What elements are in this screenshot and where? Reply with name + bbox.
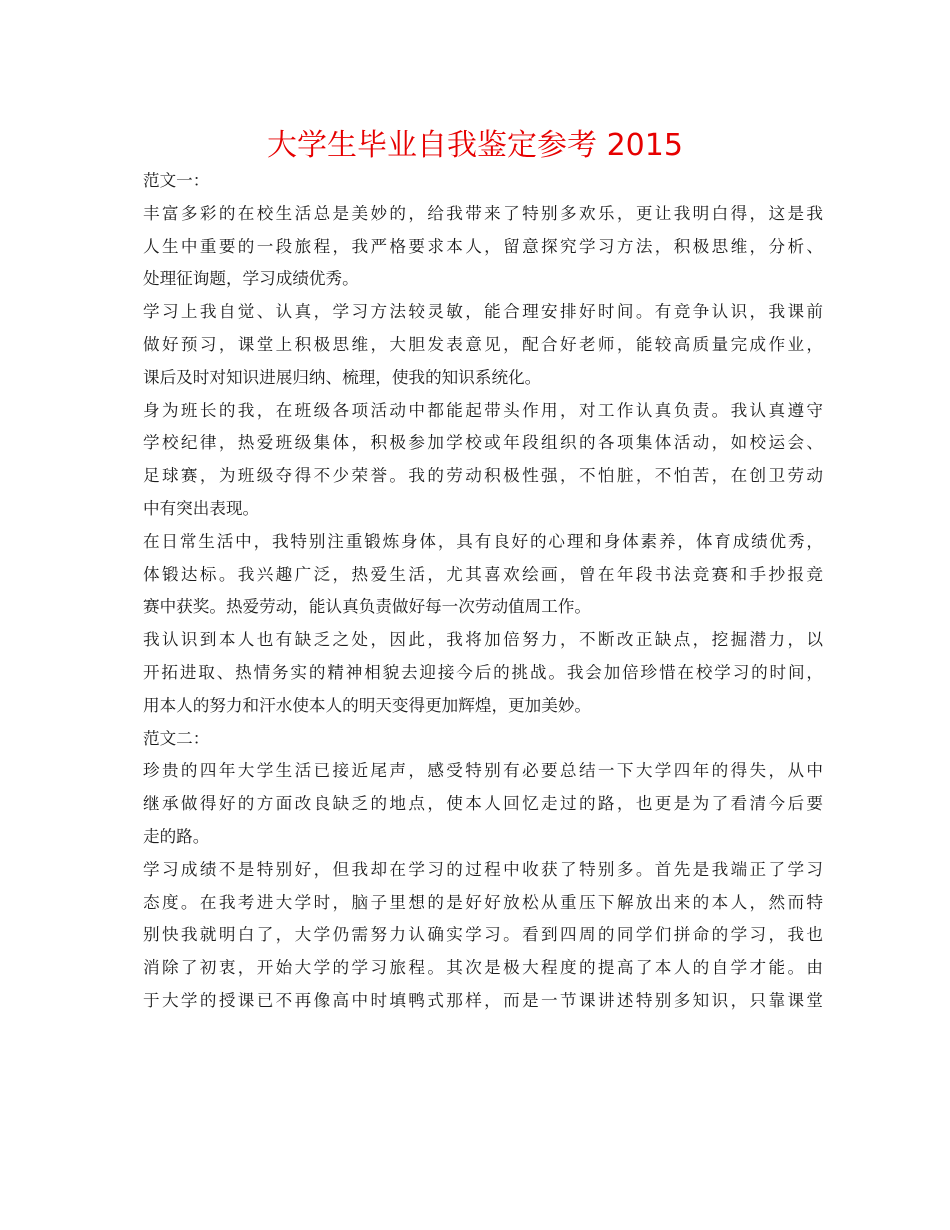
text-line: 人生中重要的一段旅程，我严格要求本人，留意探究学习方法，积极思维，分析、 bbox=[143, 236, 823, 256]
text-line: 足球赛，为班级夺得不少荣誉。我的劳动积极性强，不怕脏，不怕苦，在创卫劳动 bbox=[143, 466, 823, 486]
text-line: 范文二： bbox=[143, 728, 210, 748]
text-line: 丰富多彩的在校生活总是美妙的，给我带来了特别多欢乐，更让我明白得，这是我 bbox=[143, 203, 823, 223]
text-line: 体锻达标。我兴趣广泛，热爱生活，尤其喜欢绘画，曾在年段书法竞赛和手抄报竞 bbox=[143, 564, 823, 584]
text-line: 学校纪律，热爱班级集体，积极参加学校或年段组织的各项集体活动，如校运会、 bbox=[143, 433, 823, 453]
text-line: 我认识到本人也有缺乏之处，因此，我将加倍努力，不断改正缺点，挖掘潜力，以 bbox=[143, 630, 823, 650]
document-title: 大学生毕业自我鉴定参考 2015 bbox=[267, 128, 683, 163]
text-line: 学习上我自觉、认真，学习方法较灵敏，能合理安排好时间。有竞争认识，我课前 bbox=[143, 302, 823, 322]
text-line: 处理征询题，学习成绩优秀。 bbox=[143, 269, 359, 289]
text-line: 范文一： bbox=[143, 171, 210, 190]
text-line: 走的路。 bbox=[143, 826, 210, 846]
text-line: 做好预习，课堂上积极思维，大胆发表意见，配合好老师，能较高质量完成作业， bbox=[143, 334, 823, 354]
text-line: 中有突出表现。 bbox=[143, 498, 260, 518]
text-line: 珍贵的四年大学生活已接近尾声，感受特别有必要总结一下大学四年的得失，从中 bbox=[143, 761, 823, 781]
text-line: 别快我就明白了，大学仍需努力认确实学习。看到四周的同学们拼命的学习，我也 bbox=[143, 925, 823, 945]
text-line: 继承做得好的方面改良缺乏的地点，使本人回忆走过的路，也更是为了看清今后要 bbox=[143, 794, 823, 814]
text-line: 于大学的授课已不再像高中时填鸭式那样，而是一节课讲述特别多知识，只靠课堂 bbox=[143, 990, 823, 1010]
text-line: 赛中获奖。热爱劳动，能认真负责做好每一次劳动值周工作。 bbox=[143, 597, 592, 617]
text-line: 态度。在我考进大学时，脑子里想的是好好放松从重压下解放出来的本人，然而特 bbox=[143, 892, 823, 912]
text-line: 身为班长的我，在班级各项活动中都能起带头作用，对工作认真负责。我认真遵守 bbox=[143, 400, 823, 420]
text-line: 用本人的努力和汗水使本人的明天变得更加辉煌，更加美妙。 bbox=[143, 695, 592, 715]
text-line: 学习成绩不是特别好，但我却在学习的过程中收获了特别多。首先是我端正了学习 bbox=[143, 859, 823, 879]
text-line: 在日常生活中，我特别注重锻炼身体，具有良好的心理和身体素养，体育成绩优秀， bbox=[143, 531, 823, 551]
text-line: 课后及时对知识进展归纳、梳理，使我的知识系统化。 bbox=[143, 367, 542, 387]
document-body bbox=[143, 165, 823, 1018]
text-line: 消除了初衷，开始大学的学习旅程。其次是极大程度的提高了本人的自学才能。由 bbox=[143, 958, 823, 978]
text-line: 开拓进取、热情务实的精神相貌去迎接今后的挑战。我会加倍珍惜在校学习的时间， bbox=[143, 662, 823, 682]
